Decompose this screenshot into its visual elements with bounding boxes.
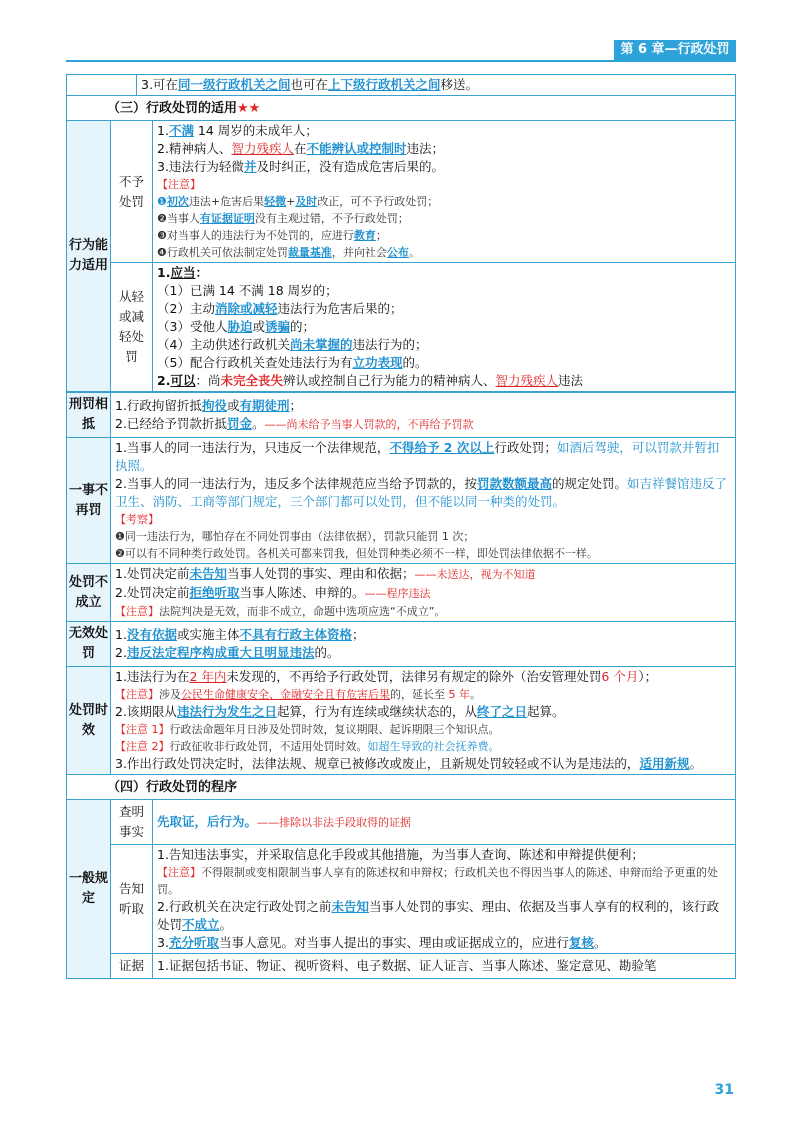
transfer-text	[137, 75, 736, 96]
category-cell: 处罚不成立	[67, 564, 111, 622]
line: 2.违反法定程序构成重大且明显违法的。	[115, 645, 340, 660]
text: 移送。	[440, 77, 478, 92]
invalid-row	[67, 622, 736, 667]
subcategory-cell: 从轻或减轻处罚	[111, 263, 153, 392]
line: 1.违法行为在2 年内未发现的，不再给予行政处罚，法律另有规定的除外（治安管理处罚6 个月）；	[115, 669, 658, 684]
procedure-table	[66, 799, 736, 979]
notify-row	[67, 845, 736, 954]
transfer-row	[67, 75, 736, 96]
subcategory-cell: 查明事实	[111, 800, 153, 845]
non-bis-content	[111, 438, 736, 564]
line: 3.违法行为轻微并及时纠正，没有造成危害后果的。	[157, 159, 444, 174]
note-line: 【注意】不得限制或变相限制当事人享有的陈述权和申辩权；行政机关也不得因当事人的陈述、申辩而给予更重的处罚。	[157, 866, 718, 896]
note-line: ❸对当事人的违法行为不处罚的，应进行教育；	[157, 229, 387, 242]
header-rule	[66, 60, 736, 62]
note-line: ❹行政机关可依法制定处罚裁量基准，并向社会公布。	[157, 246, 420, 259]
evidence-row	[67, 954, 736, 979]
lighter-content	[153, 263, 736, 392]
line: （2）主动消除或减轻违法行为危害后果的；	[157, 301, 403, 316]
facts-content: 先取证，后行为。——排除以非法手段取得的证据	[153, 800, 736, 845]
line: 1.当事人的同一违法行为，只违反一个法律规范，不得给予 2 次以上行政处罚；如酒后驾驶，可以罚款并暂扣执照。	[115, 440, 720, 473]
page-content	[66, 74, 736, 979]
category-cell: 一事不再罚	[67, 438, 111, 564]
highlight: 上下级行政机关之间	[327, 77, 441, 92]
not-established-content	[111, 564, 736, 622]
top-table	[66, 74, 736, 96]
note-line: ❷可以有不同种类行政处罚。各机关可都来罚我，但处罚种类必须不一样，即处罚法律依据不一样。	[115, 547, 598, 560]
line: 2.精神病人、智力残疾人在不能辨认或控制时违法；	[157, 141, 444, 156]
section-heading	[66, 775, 736, 799]
no-penalty-content	[153, 121, 736, 263]
line: 2.当事人的同一违法行为，违反多个法律规范应当给予罚款的，按罚款数额最高的规定处罚。如吉祥餐馆违反了卫生、消防、工商等部门规定，三个部门都可以处罚，但不能以同一种类的处罚。	[115, 476, 727, 509]
notify-content	[153, 845, 736, 954]
text: 也可在	[290, 77, 328, 92]
line: 2.处罚决定前拒绝听取当事人陈述、申辩的。——程序违法	[115, 585, 431, 600]
limitation-row	[67, 667, 736, 775]
note-line: 【注意 2】行政征收非行政处罚，不适用处罚时效。如超生导致的社会抚养费。	[115, 740, 500, 753]
section-heading	[66, 96, 736, 120]
invalid-content	[111, 622, 736, 667]
line: （3）受他人胁迫或诱骗的；	[157, 319, 316, 334]
lighter-row	[67, 263, 736, 392]
line: 3.充分听取当事人意见。对当事人提出的事实、理由或证据成立的，应进行复核。	[157, 935, 607, 950]
offset-content	[111, 393, 736, 438]
section-title: （四）行政处罚的程序	[107, 780, 238, 795]
line: 2.行政机关在决定行政处罚之前未告知当事人处罚的事实、理由、依据及当事人享有的权利的，该行政处罚不成立。	[157, 899, 719, 932]
category-cell: 一般规定	[67, 800, 111, 979]
line: 2.可以：尚未完全丧失辨认或控制自己行为能力的精神病人、智力残疾人违法	[157, 373, 584, 388]
text: 3.可在	[141, 77, 178, 92]
note-line: ❶同一违法行为，哪怕存在不同处罚事由（法律依据），罚款只能罚 1 次；	[115, 530, 475, 543]
note-label: 【考察】	[115, 513, 159, 526]
category-cell: 处罚时效	[67, 667, 111, 775]
highlight: 同一级行政机关之间	[177, 77, 291, 92]
subcategory-cell: 不予处罚	[111, 121, 153, 263]
application-table	[66, 120, 736, 392]
non-bis-row	[67, 438, 736, 564]
line: 1.不满 14 周岁的未成年人；	[157, 123, 318, 138]
line: 1.处罚决定前未告知当事人处罚的事实、理由和依据；——未送达，视为不知道	[115, 566, 536, 581]
note-line: 【注意 1】行政法命题年月日涉及处罚时效，复议期限、起诉期限三个知识点。	[115, 723, 500, 736]
category-cell: 行为能力适用	[67, 121, 111, 392]
line: 2.该期限从违法行为发生之日起算，行为有连续或继续状态的，从终了之日起算。	[115, 704, 565, 719]
note-line: 【注意】涉及公民生命健康安全、金融安全且有危害后果的，延长至 5 年。	[115, 688, 481, 701]
line: 1.告知违法事实，并采取信息化手段或其他措施，为当事人查询、陈述和申辩提供便利；	[157, 847, 644, 862]
note-label: 【注意】	[157, 178, 201, 191]
page-number: 31	[714, 1082, 734, 1098]
line: 3.作出行政处罚决定时，法律法规、规章已被修改或废止，且新规处罚较轻或不认为是违法的，适用新规。	[115, 756, 702, 771]
section-title: （三）行政处罚的适用	[107, 101, 238, 116]
facts-row	[67, 800, 736, 845]
line: （5）配合行政机关查处违法行为有立功表现的。	[157, 355, 428, 370]
chapter-header: 第 6 章—行政处罚	[614, 40, 736, 60]
note-line: 【注意】法院判决是无效，而非不成立，命题中选项应选“不成立”。	[115, 605, 446, 618]
subcategory-cell: 证据	[111, 954, 153, 979]
empty-cell	[67, 75, 137, 96]
not-established-row	[67, 564, 736, 622]
subcategory-cell: 告知听取	[111, 845, 153, 954]
limitation-content	[111, 667, 736, 775]
importance-stars: ★★	[237, 101, 261, 116]
no-penalty-row	[67, 121, 736, 263]
offset-row	[67, 393, 736, 438]
category-cell: 刑罚相抵	[67, 393, 111, 438]
line: 2.已经给予罚款折抵罚金。——尚未给予当事人罚款的，不再给予罚款	[115, 415, 474, 431]
line: 1.行政拘留折抵拘役或有期徒刑；	[115, 397, 302, 413]
line: （1）已满 14 不满 18 周岁的；	[157, 283, 338, 298]
line: 1.没有依据或实施主体不具有行政主体资格；	[115, 627, 365, 642]
line: 1.应当：	[157, 265, 208, 280]
line: （4）主动供述行政机关尚未掌握的违法行为的；	[157, 337, 428, 352]
evidence-content: 1.证据包括书证、物证、视听资料、电子数据、证人证言、当事人陈述、鉴定意见、勘验笔	[153, 954, 736, 979]
note-line: ❷当事人有证据证明没有主观过错，不予行政处罚；	[157, 212, 409, 225]
rules-table	[66, 392, 736, 775]
note-line: ❶初次违法+危害后果轻微+及时改正，可不予行政处罚；	[157, 195, 439, 208]
category-cell: 无效处罚	[67, 622, 111, 667]
